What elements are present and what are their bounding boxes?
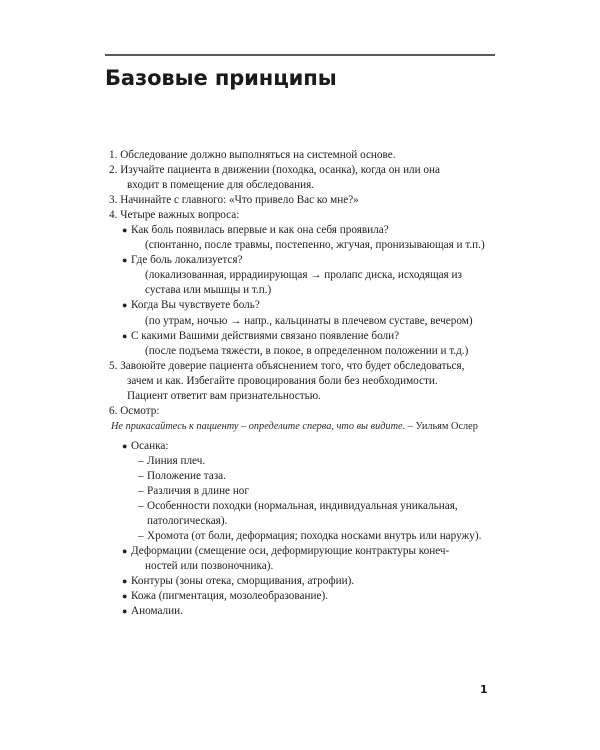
dash-item-label: Линия плеч.: [147, 454, 206, 467]
bullet-marker-icon: ●: [122, 255, 128, 266]
bullet-marker-icon: ●: [122, 440, 128, 451]
dash-item-label: Хромота (от боли, деформация; походка носками внутрь или наружу).: [147, 530, 482, 543]
bullet-marker-icon: ●: [122, 330, 128, 341]
bullet-item: [105, 223, 497, 238]
parenthetical-note: (по утрам, ночью → напр., кальцинаты в плечевом суставе, вечером): [145, 314, 473, 327]
bullet-item-label: С какими Вашими действиями связано появление боли?: [131, 329, 400, 342]
epigraph-quote: [105, 419, 497, 434]
numbered-item: 3. Начинайте с главного: «Что привело Вас ко мне?»: [109, 194, 359, 207]
bullet-marker-icon: ●: [122, 591, 128, 602]
parenthetical-note: (локализованная, иррадиирующая → пролапс диска, исходящая из: [145, 269, 462, 282]
bullet-item: [105, 544, 497, 559]
numbered-item: 1. Обследование должно выполняться на системной основе.: [109, 149, 396, 161]
bullet-marker-icon: ●: [122, 576, 128, 587]
parenthetical-note: (после подъема тяжести, в покое, в определенном положении и т.д.): [145, 344, 469, 357]
dash-item: [105, 484, 497, 499]
bullet-item-label: Осанка:: [131, 439, 169, 452]
bullet-item: [105, 604, 497, 619]
page-title: Базовые принципы: [105, 66, 337, 90]
dash-marker-icon: –: [138, 530, 144, 543]
document-body: [105, 148, 497, 619]
bullet-item: [105, 574, 497, 589]
numbered-item: 4. Четыре важных вопроса:: [109, 209, 240, 222]
bullet-item: [105, 253, 497, 268]
bullet-item: [105, 589, 497, 604]
bullet-item-label: Как боль появилась впервые и как она себя проявила?: [131, 224, 389, 237]
dash-item-label: Различия в длине ног: [147, 485, 249, 498]
dash-marker-icon: –: [138, 454, 144, 467]
bullet-item: [105, 298, 497, 313]
bullet-item: [105, 439, 497, 454]
dash-item: [105, 499, 497, 514]
numbered-item: 6. Осмотр:: [109, 404, 160, 417]
bullet-marker-icon: ●: [122, 606, 128, 617]
dash-item: [105, 469, 497, 484]
dash-item: [105, 454, 497, 469]
header-rule: [105, 54, 495, 56]
epigraph-attribution: – Уильям Ослер: [405, 420, 478, 432]
bullet-item-label: Деформации (смещение оси, деформирующие контрактуры конеч-: [131, 545, 450, 558]
numbered-item: 2. Изучайте пациента в движении (походка, осанка), когда он или она: [109, 164, 440, 177]
dash-item-label: Особенности походки (нормальная, индивидуальная уникальная,: [147, 500, 458, 513]
parenthetical-note-continuation: сустава или мышцы и т.п.): [145, 284, 272, 297]
epigraph-text: Не прикасайтесь к пациенту – определите сперва, что вы видите.: [111, 420, 406, 432]
bullet-item-label: Контуры (зоны отека, сморщивания, атрофии).: [131, 575, 355, 588]
bullet-item-label: Кожа (пигментация, мозолеобразование).: [131, 590, 328, 603]
numbered-item-continuation: зачем и как. Избегайте провоцирования боли без необходимости.: [127, 374, 438, 387]
dash-item-label: Положение таза.: [147, 469, 226, 482]
dash-marker-icon: –: [138, 500, 144, 513]
dash-item-continuation: патологическая).: [147, 515, 228, 528]
numbered-item-continuation: входит в помещение для обследования.: [127, 179, 315, 192]
bullet-marker-icon: ●: [122, 225, 128, 236]
bullet-item: [105, 329, 497, 344]
bullet-item-label: Аномалии.: [131, 605, 183, 618]
bullet-marker-icon: ●: [122, 300, 128, 311]
dash-item: [105, 529, 497, 544]
bullet-item-label: Где боль локализуется?: [131, 254, 243, 267]
parenthetical-note: (спонтанно, после травмы, постепенно, жгучая, пронизывающая и т.п.): [145, 239, 485, 252]
bullet-item-label: Когда Вы чувствуете боль?: [131, 299, 260, 312]
dash-marker-icon: –: [138, 469, 144, 482]
bullet-marker-icon: ●: [122, 546, 128, 557]
dash-marker-icon: –: [138, 485, 144, 498]
numbered-item-continuation: Пациент ответит вам признательностью.: [127, 389, 321, 402]
page-number: 1: [480, 683, 488, 696]
bullet-item-continuation: ностей или позвоночника).: [145, 560, 274, 573]
numbered-item: 5. Завоюйте доверие пациента объяснением того, что будет обследоваться,: [109, 359, 465, 372]
